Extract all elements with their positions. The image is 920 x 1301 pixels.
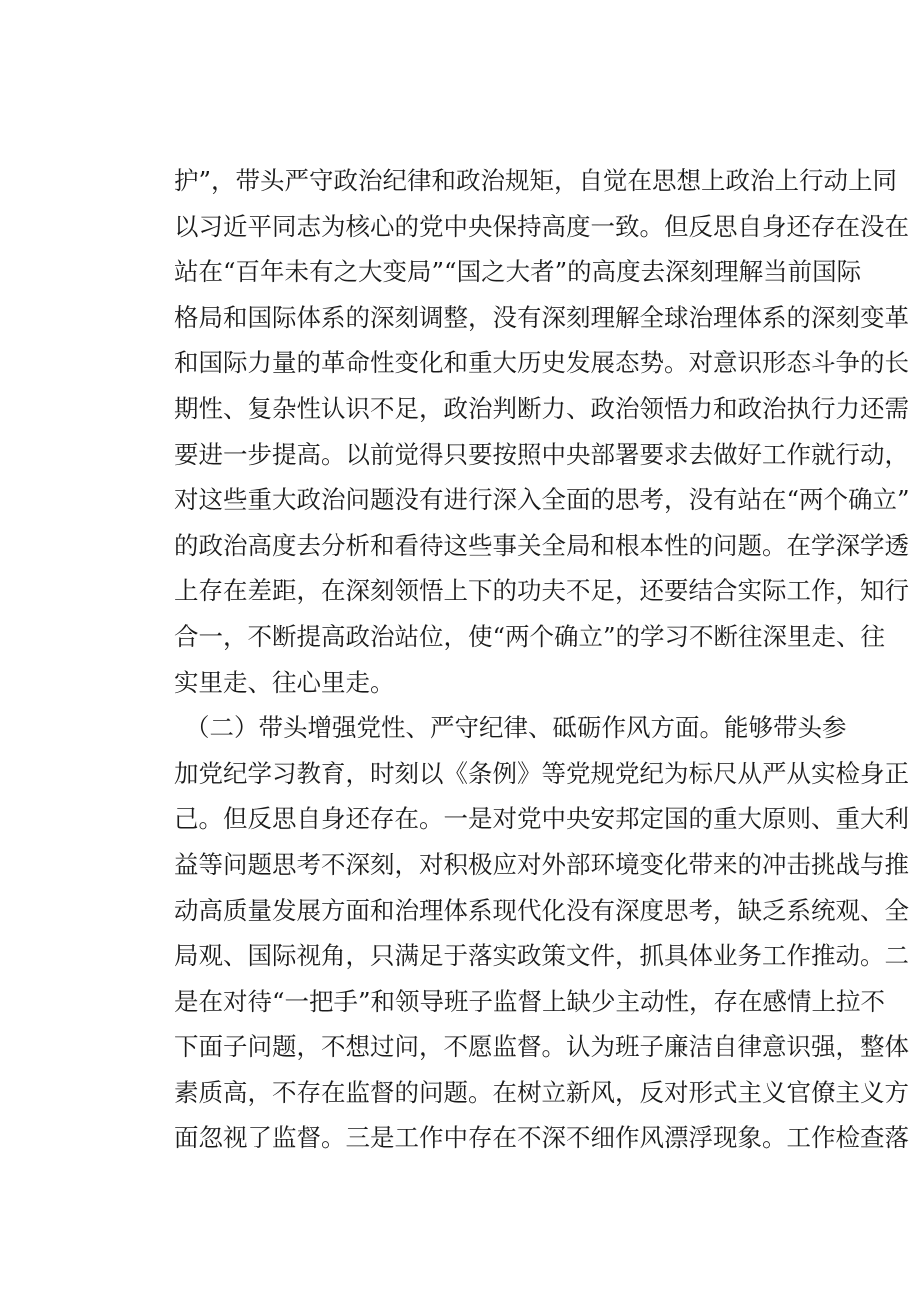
document-body [174, 158, 910, 1161]
paragraph-1 [174, 158, 910, 705]
text-line: 益等问题思考不深刻，对积极应对外部环境变化带来的冲击挑战与推 [174, 849, 909, 879]
text-line: 是在对待“一把手”和领导班子监督上缺少主动性，存在感情上拉不 [174, 986, 886, 1016]
text-line: 加党纪学习教育，时刻以《条例》等党规党纪为标尺从严从实检身正 [174, 758, 909, 788]
text-line: 以习近平同志为核心的党中央保持高度一致。但反思自身还存在没在 [174, 211, 909, 241]
text-line: 合一，不断提高政治站位，使“两个确立”的学习不断往深里走、往 [174, 621, 886, 651]
text-line: 的政治高度去分析和看待这些事关全局和根本性的问题。在学深学透 [174, 530, 909, 560]
text-line: 格局和国际体系的深刻调整，没有深刻理解全球治理体系的深刻变革 [174, 302, 909, 332]
text-line: 局观、国际视角，只满足于落实政策文件，抓具体业务工作推动。二 [174, 941, 909, 971]
section-heading-line: （二）带头增强党性、严守纪律、砥砺作风方面。能够带头参 [185, 713, 847, 743]
text-line: 对这些重大政治问题没有进行深入全面的思考，没有站在“两个确立” [174, 485, 910, 515]
text-line: 和国际力量的革命性变化和重大历史发展态势。对意识形态斗争的长 [174, 348, 909, 378]
text-line: 下面子问题，不想过问，不愿监督。认为班子廉洁自律意识强，整体 [174, 1032, 909, 1062]
text-line: 实里走、往心里走。 [174, 667, 395, 697]
text-line: 上存在差距，在深刻领悟上下的功夫不足，还要结合实际工作，知行 [174, 576, 909, 606]
text-line: 动高质量发展方面和治理体系现代化没有深度思考，缺乏系统观、全 [174, 895, 909, 925]
text-line: 面忽视了监督。三是工作中存在不深不细作风漂浮现象。工作检查落 [174, 1123, 909, 1153]
paragraph-2 [174, 705, 909, 1161]
text-line: 己。但反思自身还存在。一是对党中央安邦定国的重大原则、重大利 [174, 804, 909, 834]
text-line: 护”，带头严守政治纪律和政治规矩，自觉在思想上政治上行动上同 [174, 166, 898, 195]
text-line: 要进一步提高。以前觉得只要按照中央部署要求去做好工作就行动， [174, 439, 909, 469]
text-line: 站在“百年未有之大变局”“国之大者”的高度去深刻理解当前国际 [174, 257, 862, 287]
text-line: 素质高，不存在监督的问题。在树立新风，反对形式主义官僚主义方 [174, 1077, 909, 1107]
text-line: 期性、复杂性认识不足，政治判断力、政治领悟力和政治执行力还需 [174, 393, 909, 423]
